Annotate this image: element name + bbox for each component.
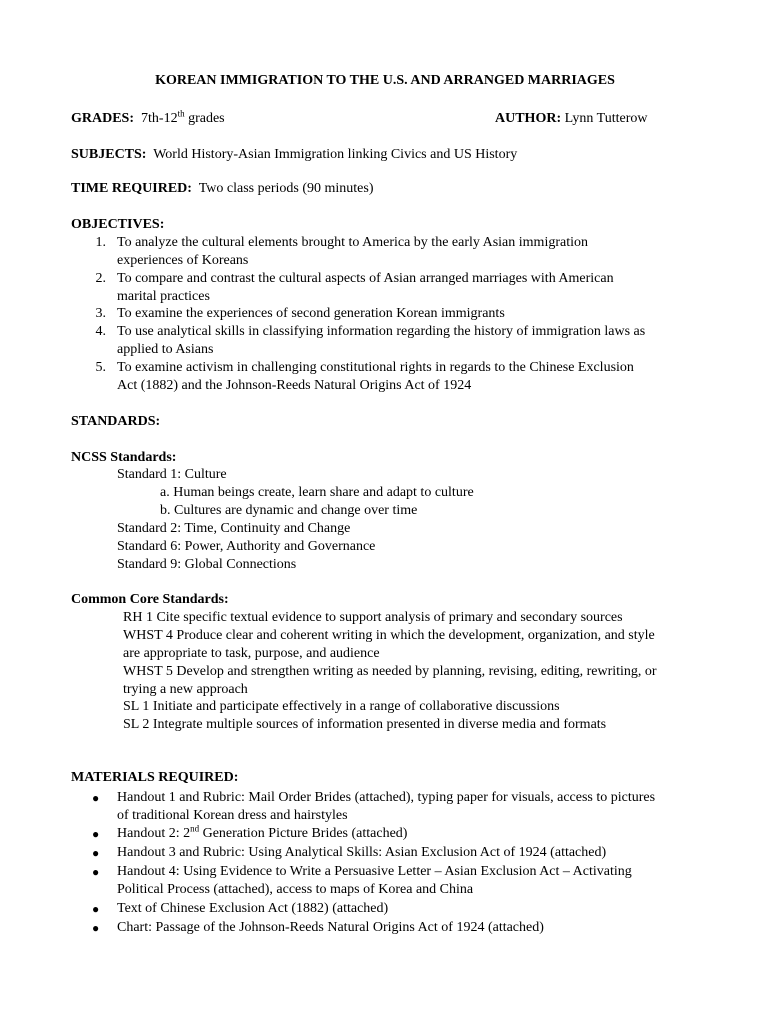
material-item: of traditional Korean dress and hairstyles [117,808,348,823]
common-core-line: WHST 4 Produce clear and coherent writing in which the development, organization, and style [123,628,655,643]
time-required-value: Two class periods (90 minutes) [198,181,374,196]
ncss-substandard: b. Cultures are dynamic and change over time [160,503,418,518]
document-title: KOREAN IMMIGRATION TO THE U.S. AND ARRANGED MARRIAGES [155,73,615,88]
materials-heading: MATERIALS REQUIRED: [71,770,239,785]
common-core-line: trying a new approach [123,682,248,697]
material-item: Handout 4: Using Evidence to Write a Persuasive Letter – Asian Exclusion Act – Activating [117,864,632,879]
material-item: Handout 2: 2nd Generation Picture Brides (attached) [117,823,408,841]
subjects-line [71,146,517,164]
objective-number: 3. [95,306,106,321]
ncss-standard: Standard 9: Global Connections [117,557,297,572]
objective-text: marital practices [117,289,210,304]
objective-text: To examine activism in challenging constitutional rights in regards to the Chinese Exclusion [117,360,634,375]
author-label: AUTHOR: [495,111,562,126]
subjects-value: World History-Asian Immigration linking Civics and US History [153,147,518,162]
subjects-label: SUBJECTS: [71,147,147,162]
common-core-line: SL 2 Integrate multiple sources of information presented in diverse media and formats [123,717,607,732]
material-item: Political Process (attached), access to maps of Korea and China [117,882,474,897]
common-core-line: SL 1 Initiate and participate effectively in a range of collaborative discussions [123,699,560,714]
ncss-substandard: a. Human beings create, learn share and adapt to culture [160,485,474,500]
bullet-icon: ● [92,902,100,916]
objective-text: applied to Asians [117,342,214,357]
ncss-heading: NCSS Standards: [71,450,177,465]
grades-value-post: grades [184,111,225,126]
common-core-line: WHST 5 Develop and strengthen writing as needed by planning, revising, editing, rewriting, or [123,664,657,679]
objectives-heading: OBJECTIVES: [71,217,165,232]
grades-value-pre: 7th-12 [141,111,178,126]
objective-text: To compare and contrast the cultural aspects of Asian arranged marriages with American [117,271,614,286]
ncss-standard: Standard 2: Time, Continuity and Change [117,521,351,536]
objective-number: 5. [95,360,106,375]
objective-number: 4. [95,324,106,339]
bullet-icon: ● [92,846,100,860]
time-required-label: TIME REQUIRED: [71,181,192,196]
objective-text: To use analytical skills in classifying information regarding the history of immigration laws as [117,324,646,339]
material-item: Handout 3 and Rubric: Using Analytical Skills: Asian Exclusion Act of 1924 (attached) [117,845,607,860]
bullet-icon: ● [92,865,100,879]
objective-text: To analyze the cultural elements brought to America by the early Asian immigration [117,235,588,250]
grades-sup: th [177,108,185,119]
author-line [495,110,647,128]
author-value: Lynn Tutterow [564,111,648,126]
bullet-icon: ● [92,827,100,841]
standards-heading: STANDARDS: [71,414,161,429]
ncss-standard: Standard 1: Culture [117,467,227,482]
ncss-standard: Standard 6: Power, Authority and Governance [117,539,376,554]
objective-number: 1. [95,235,106,250]
common-core-heading: Common Core Standards: [71,592,229,607]
common-core-line: are appropriate to task, purpose, and audience [123,646,380,661]
time-required-line [71,180,374,198]
bullet-icon: ● [92,791,100,805]
common-core-line: RH 1 Cite specific textual evidence to support analysis of primary and secondary sources [123,610,623,625]
material-item: Text of Chinese Exclusion Act (1882) (attached) [117,901,389,916]
bullet-icon: ● [92,921,100,935]
grades-label: GRADES: [71,111,135,126]
material-item: Chart: Passage of the Johnson-Reeds Natural Origins Act of 1924 (attached) [117,920,544,935]
objective-text: Act (1882) and the Johnson-Reeds Natural Origins Act of 1924 [117,378,472,393]
objective-text: experiences of Koreans [117,253,249,268]
objective-text: To examine the experiences of second generation Korean immigrants [117,306,505,321]
grades-line [71,110,225,128]
objective-number: 2. [95,271,106,286]
material-item: Handout 1 and Rubric: Mail Order Brides (attached), typing paper for visuals, access to pictures [117,790,656,805]
